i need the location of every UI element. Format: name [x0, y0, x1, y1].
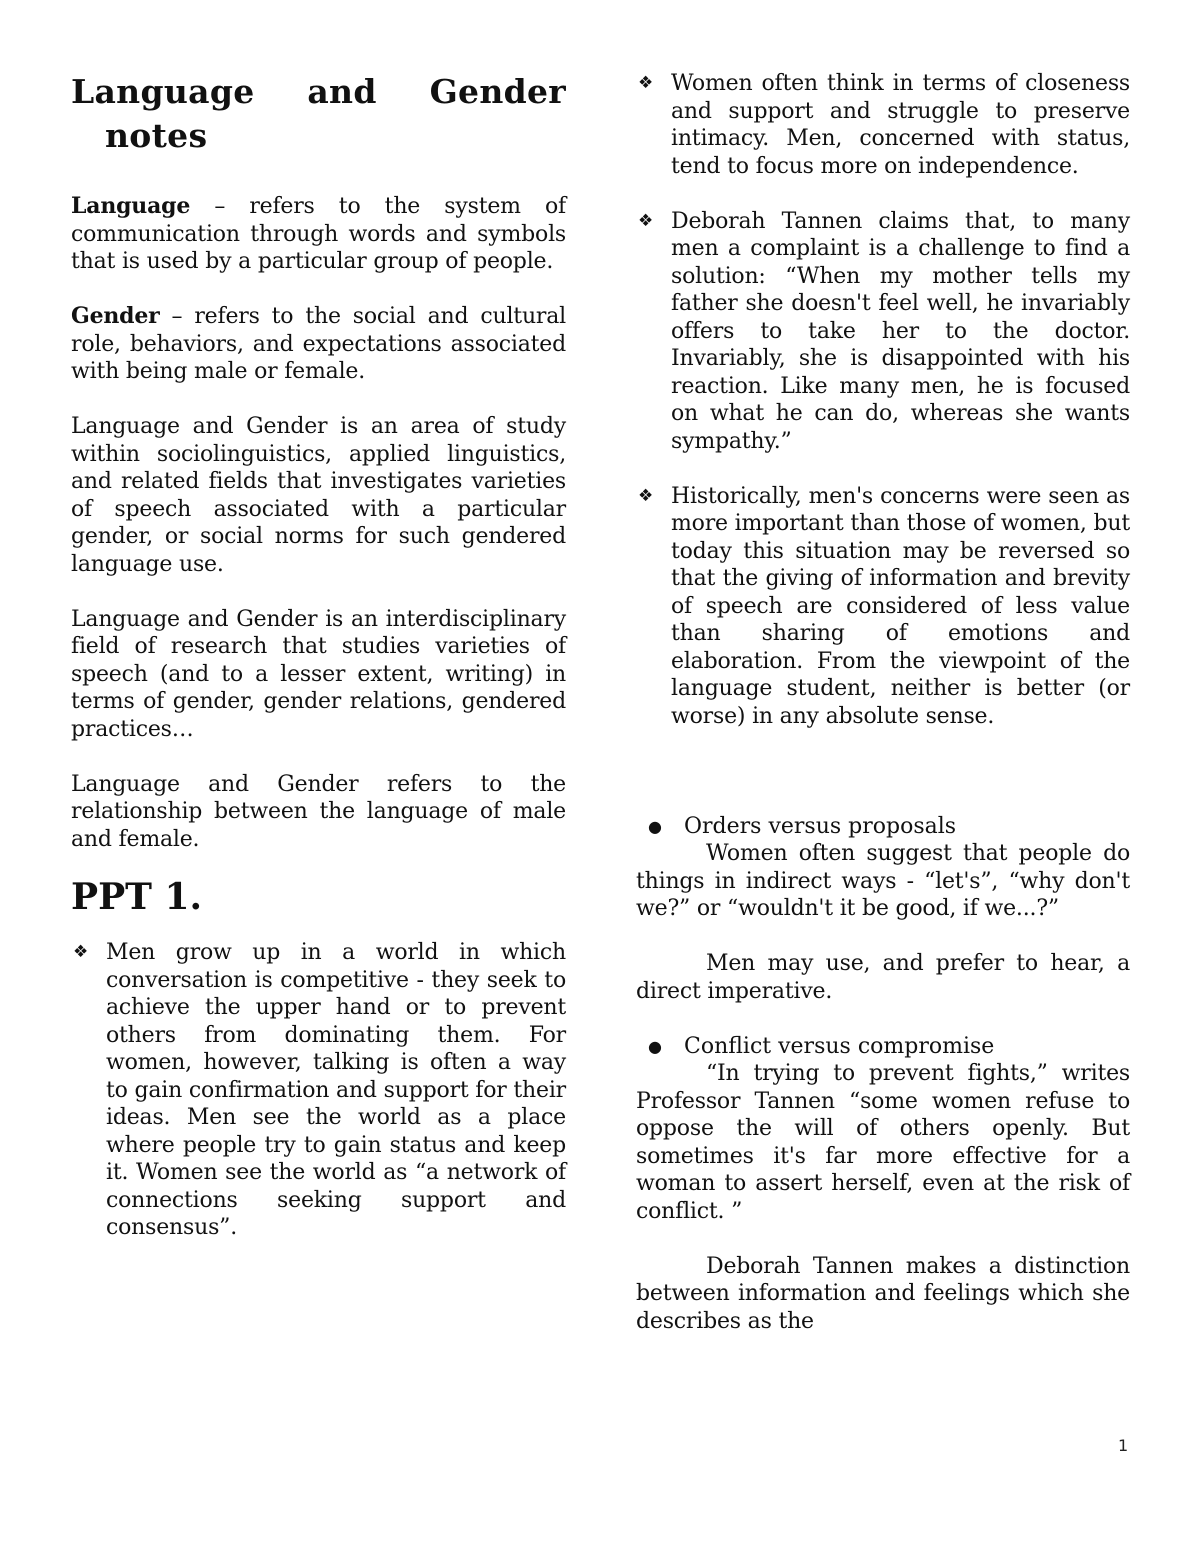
diamond-bullet-icon: ❖: [638, 210, 654, 231]
diamond-bullet-icon: ❖: [73, 942, 89, 962]
list-item: [636, 208, 1130, 456]
bullet-text: Women often think in terms of closeness and support and struggle to preserve intimacy. Men, concerned with status, tend to focus more on independence.: [671, 71, 1130, 179]
document-title: [71, 70, 566, 158]
dot-bullet-icon: ●: [648, 816, 662, 836]
conflict-paragraph-2: Deborah Tannen makes a distinction between information and feelings which she describes as the: [636, 1253, 1130, 1334]
paragraph-1: Language and Gender is an area of study within sociolinguistics, applied linguistics, and related fields that investigates varieties of speech associated with a particular gender, or social norms for such gendered language use.: [71, 414, 566, 577]
list-item-conflict: [636, 1033, 1130, 1061]
bullet-text: Men grow up in a world in which conversation is competitive - they seek to achieve the upper hand or to prevent others from dominating them. For women, however, talking is often a way to gain confirmation and support for their ideas. Men see the world as a place where people try to gain status and keep it. Women see the world as “a network of connections seeking support and consensus”.: [106, 940, 566, 1240]
dot-bullet-icon: ●: [648, 1036, 662, 1056]
list-item-orders: [636, 813, 1130, 841]
list-item: [636, 70, 1130, 180]
orders-paragraph-1: Women often suggest that people do things in indirect ways - “let's”, “why don't we?” or “wouldn't it be good, if we...?”: [636, 841, 1130, 921]
bullet-text: Deborah Tannen claims that, to many men a complaint is a challenge to find a solution: “When my mother tells my father she doesn't feel well, he invariably offers to take her to the doctor. Invariably, she is disappointed with his reaction. Like many men, he is focused on what he can do, whereas she wants sympathy.”: [671, 208, 1130, 454]
definition-gender: [71, 303, 566, 386]
orders-label: Orders versus proposals: [684, 813, 957, 839]
definition-gender-text: – refers to the social and cultural role, behaviors, and expectations associated with being male or female.: [71, 304, 566, 384]
orders-paragraph-2: Men may use, and prefer to hear, a direct imperative.: [636, 951, 1130, 1004]
conflict-label: Conflict versus compromise: [684, 1033, 995, 1059]
definition-language-text: – refers to the system of communication through words and symbols that is used by a particular group of people.: [71, 194, 566, 274]
term-language: Language: [71, 193, 191, 219]
diamond-bullet-icon: ❖: [638, 73, 654, 93]
right-column: [636, 70, 1130, 1335]
left-column: [71, 70, 566, 1269]
section-heading-ppt1: PPT 1.: [71, 876, 203, 918]
list-item: [636, 483, 1130, 731]
term-gender: Gender: [71, 303, 160, 329]
paragraph-3: Language and Gender refers to the relationship between the language of male and female.: [71, 771, 566, 852]
bullet-text: Historically, men's concerns were seen as more important than those of women, but today this situation may be reversed so that the giving of information and brevity of speech are considered of less value than sharing of emotions and elaboration. From the viewpoint of the language student, neither is better (or worse) in any absolute sense.: [671, 483, 1130, 729]
diamond-bullet-icon: ❖: [638, 485, 654, 506]
page-number: 1: [1118, 1436, 1129, 1455]
conflict-paragraph-1: “In trying to prevent fights,” writes Professor Tannen “some women refuse to oppose the will of others openly. But sometimes it's far more effective for a woman to assert herself, even at the risk of conflict. ”: [636, 1061, 1130, 1224]
definition-language: [71, 193, 566, 276]
paragraph-2: Language and Gender is an interdisciplinary field of research that studies varieties of speech (and to a lesser extent, writing) in terms of gender, gender relations, gendered practices…: [71, 606, 566, 742]
list-item: [71, 939, 566, 1242]
title-line-1: Language and Gender: [71, 72, 566, 111]
title-line-2: notes: [105, 116, 208, 155]
